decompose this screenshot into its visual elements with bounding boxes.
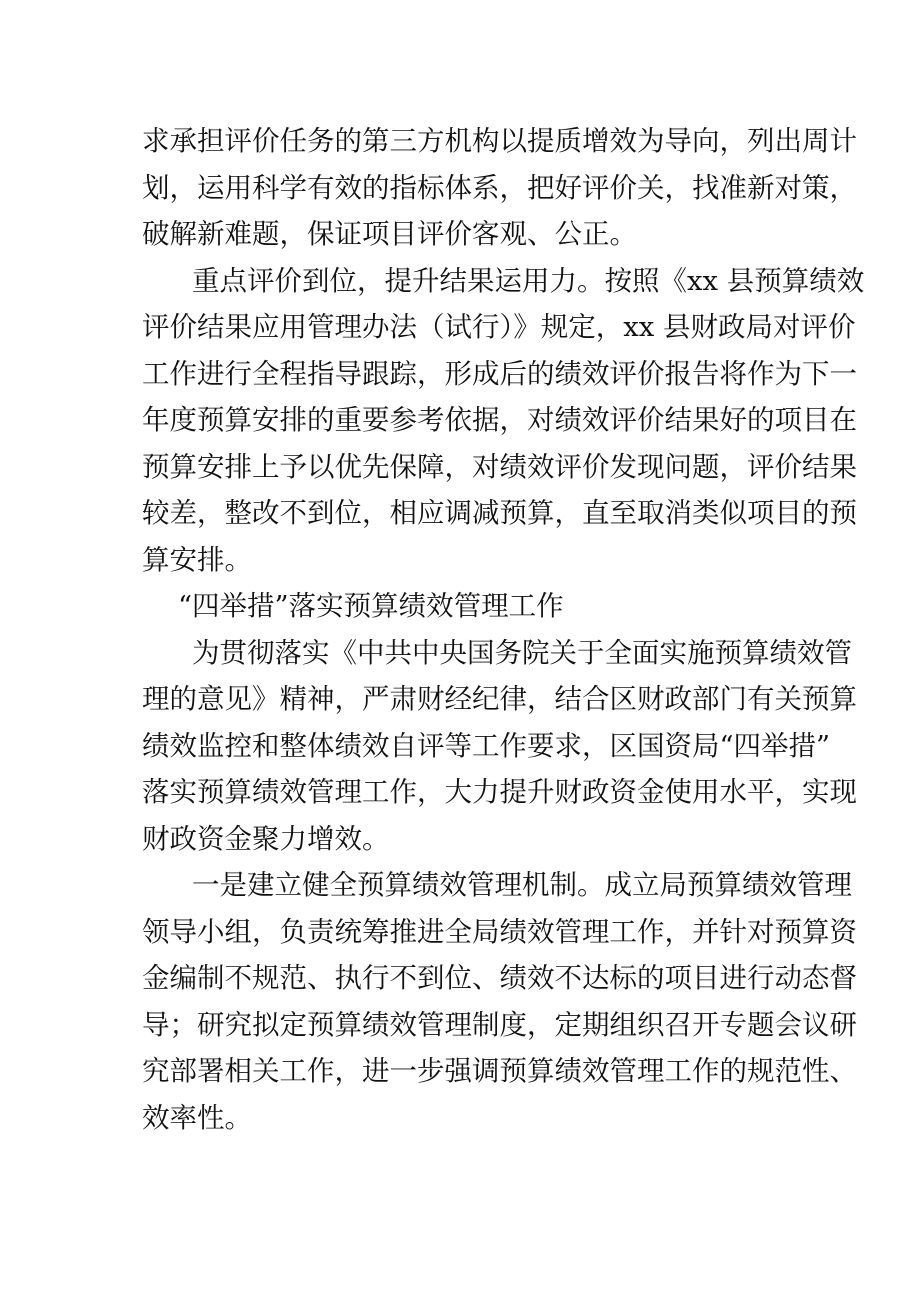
text-line: 评价结果应用管理办法（试行）》规定，xx 县财政局对评价 — [142, 311, 856, 343]
text-line: 年度预算安排的重要参考依据，对绩效评价结果好的项目在 — [142, 404, 857, 436]
text-line: 究部署相关工作，进一步强调预算绩效管理工作的规范性、 — [142, 1055, 857, 1087]
text-line: 重点评价到位，提升结果运用力。按照《xx 县预算绩效 — [192, 264, 865, 297]
paragraph-continuation — [142, 118, 857, 258]
text-line: 金编制不规范、执行不到位、绩效不达标的项目进行动态督 — [142, 962, 857, 994]
text-line: 落实预算绩效管理工作，大力提升财政资金使用水平，实现 — [142, 776, 857, 808]
text-line: 财政资金聚力增效。 — [142, 822, 390, 855]
text-line: 工作进行全程指导跟踪，形成后的绩效评价报告将作为下一 — [142, 357, 857, 390]
text-line: 效率性。 — [142, 1101, 252, 1134]
text-line: 导；研究拟定预算绩效管理制度，定期组织召开专题会议研 — [142, 1008, 857, 1041]
document-body — [142, 118, 865, 1141]
text-line: 预算安排上予以优先保障，对绩效评价发现问题，评价结果 — [142, 450, 857, 483]
text-line: 算安排。 — [142, 543, 252, 576]
text-line: 一是建立健全预算绩效管理机制。成立局预算绩效管理 — [192, 869, 852, 901]
text-line: 为贯彻落实《中共中央国务院关于全面实施预算绩效管 — [192, 636, 852, 669]
paragraph-evaluation-results — [142, 258, 865, 584]
text-line: 求承担评价任务的第三方机构以提质增效为导向，列出周计 — [142, 125, 857, 157]
paragraph-mechanism — [142, 862, 857, 1141]
text-line: 领导小组，负责统筹推进全局绩效管理工作，并针对预算资 — [142, 915, 857, 948]
paragraph-intro — [142, 630, 857, 863]
text-line: 破解新难题，保证项目评价客观、公正。 — [142, 218, 637, 250]
text-line: 划，运用科学有效的指标体系，把好评价关，找准新对策， — [142, 171, 857, 204]
text-line: 较差，整改不到位，相应调减预算，直至取消类似项目的预 — [142, 497, 857, 529]
text-line: 绩效监控和整体绩效自评等工作要求，区国资局“四举措” — [142, 729, 831, 762]
text-line: 理的意见》精神，严肃财经纪律，结合区财政部门有关预算 — [142, 683, 857, 715]
heading-text: “四举措”落实预算绩效管理工作 — [178, 590, 564, 622]
section-heading — [142, 583, 802, 630]
